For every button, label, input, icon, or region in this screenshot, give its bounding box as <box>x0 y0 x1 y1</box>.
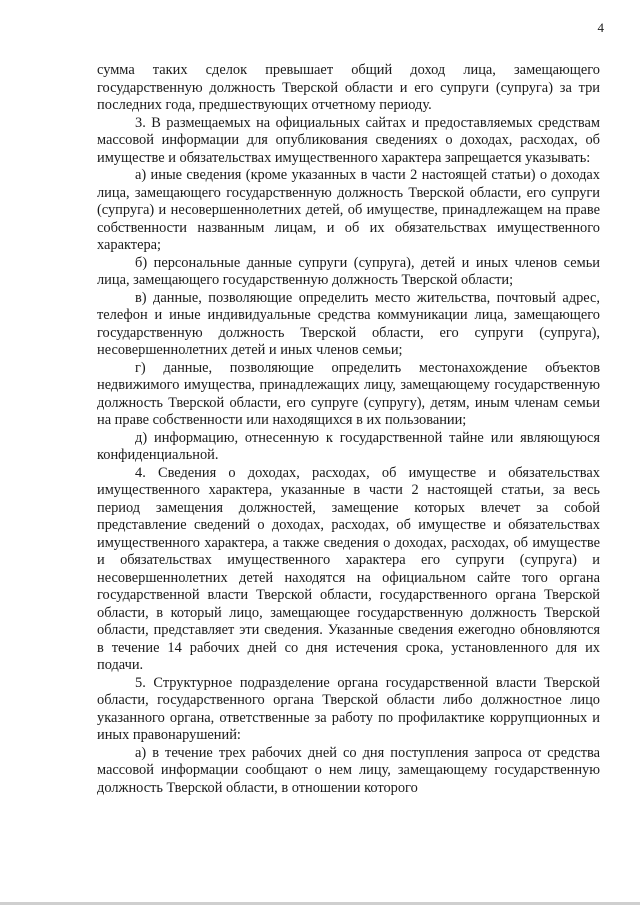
document-body <box>97 62 600 797</box>
paragraph-item-5a: а) в течение трех рабочих дней со дня поступления запроса от средства массовой информации сообщают о нем лицу, замещающему государственную должность Тверской области, в отношении которого <box>97 744 600 796</box>
paragraph-continuation: сумма таких сделок превышает общий доход лица, замещающего государственную должность Тверской области и его супруги (супруга) за три последних года, предшествующих отчетному периоду. <box>97 62 600 113</box>
page-number: 4 <box>597 20 604 35</box>
paragraph-item-5: 5. Структурное подразделение органа государственной власти Тверской области, государственного органа Тверской области либо должностное лицо указанного органа, ответственные за работу по профилактике коррупционных и иных правонарушений: <box>97 674 600 743</box>
paragraph-item-3a: а) иные сведения (кроме указанных в части 2 настоящей статьи) о доходах лица, замещающего государственную должность Тверской области, его супруги (супруга) и несовершеннолетних детей, об имуществе, принадлежащем на праве собственности названным лицам, и об их обязательствах имущественного характера; <box>97 167 600 253</box>
paragraph-item-4: 4. Сведения о доходах, расходах, об имуществе и обязательствах имущественного характера, указанные в части 2 настоящей статьи, за весь период замещения должностей, замещение которых влечет за собой представление сведений о доходах, расходах, об имуществе и обязательствах имущественного характера, а также сведения о доходах, расходах, об имуществе и обязательствах имущественного характера его супруги (супруга) и несовершеннолетних детей находятся на официальном сайте того органа государственной власти Тверской области, государственного органа Тверской области, в который лицо, замещающее государственную должность Тверской области, представляет эти сведения. Указанные сведения ежегодно обновляются в течение 14 рабочих дней со дня истечения срока, установленного для их подачи. <box>97 464 600 673</box>
paragraph-item-3d: д) информацию, отнесенную к государственной тайне или являющуюся конфиденциальной. <box>97 429 600 463</box>
paragraph-item-3: 3. В размещаемых на официальных сайтах и предоставляемых средствам массовой информации для опубликования сведениях о доходах, расходах, об имуществе и обязательствах имущественного характера запрещается указывать: <box>97 114 600 166</box>
paragraph-item-3v: в) данные, позволяющие определить место жительства, почтовый адрес, телефон и иные индивидуальные средства коммуникации лица, замещающего государственную должность Тверской области, его супруги (супруга), несовершеннолетних детей и иных членов семьи; <box>97 289 600 358</box>
paragraph-item-3g: г) данные, позволяющие определить местонахождение объектов недвижимого имущества, принадлежащих лицу, замещающему государственную должность Тверской области, его супруге (супругу), детям, иным членам семьи на праве собственности или находящихся в их пользовании; <box>97 359 600 428</box>
paragraph-item-3b: б) персональные данные супруги (супруга), детей и иных членов семьи лица, замещающего государственную должность Тверской области; <box>97 254 600 288</box>
